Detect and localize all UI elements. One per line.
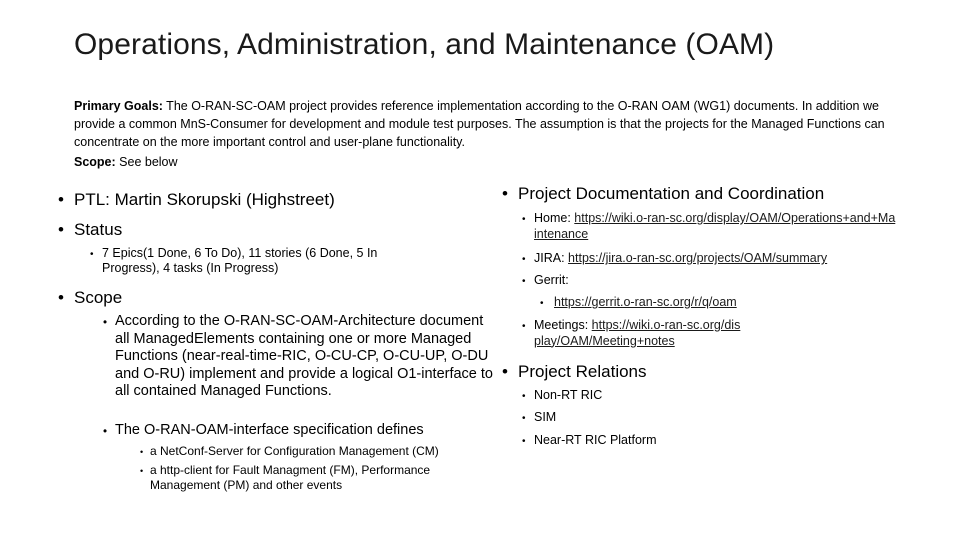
home-label: Home: [534, 211, 575, 225]
jira-link[interactable]: https://jira.o-ran-sc.org/projects/OAM/summary [568, 251, 828, 265]
relation-text: Near-RT RIC Platform [534, 433, 657, 447]
scope-line [74, 155, 178, 169]
scope-sub-netconf [140, 444, 490, 460]
bullet-icon: • [522, 391, 526, 402]
scope-label: Scope: [74, 155, 116, 169]
status-text: Status [74, 220, 123, 239]
gerrit-label: Gerrit: [534, 273, 569, 287]
meetings-line [534, 318, 747, 349]
bullet-icon: • [522, 321, 526, 332]
doc-heading-text: Project Documentation and Coordination [518, 184, 825, 203]
bullet-icon: • [502, 362, 508, 381]
bullet-icon: • [522, 436, 526, 447]
relations-heading-text: Project Relations [518, 362, 647, 381]
meetings-link[interactable]: https://wiki.o-ran-sc.org/display/OAM/Meeting+notes [534, 318, 741, 348]
home-item [522, 211, 897, 242]
scope-item [58, 288, 458, 308]
gerrit-item [522, 273, 922, 290]
scope-item-architecture [103, 313, 493, 401]
primary-goals-label: Primary Goals: [74, 99, 163, 113]
bullet-icon: • [140, 447, 144, 457]
bullet-icon: • [58, 220, 64, 239]
relation-item [522, 388, 822, 405]
scope-sub-http [140, 463, 490, 492]
home-line [534, 211, 897, 242]
bullet-icon: • [58, 190, 64, 209]
bullet-icon: • [502, 184, 508, 203]
primary-goals-text: The O-RAN-SC-OAM project provides reference implementation according to the O-RAN OAM (WG1) documents. In addition we provide a common MnS-Consumer for development and module test purposes. The assumption is that the projects for the Managed Functions can concentrate on the more important control and user-plane functionality. [74, 99, 885, 149]
meetings-label: Meetings: [534, 318, 592, 332]
status-detail-item [90, 246, 430, 276]
scope-heading-text: Scope [74, 288, 123, 307]
slide-title: Operations, Administration, and Maintenance (OAM) [74, 28, 775, 61]
relation-text: Non-RT RIC [534, 388, 603, 402]
bullet-icon: • [522, 413, 526, 424]
ptl-item [58, 190, 458, 210]
bullet-icon: • [103, 316, 108, 329]
doc-heading-item [502, 184, 922, 204]
ptl-text: PTL: Martin Skorupski (Highstreet) [74, 190, 335, 209]
status-item [58, 220, 458, 240]
scope-sub-netconf-text: a NetConf-Server for Configuration Management (CM) [150, 444, 439, 458]
meetings-item [522, 318, 747, 349]
scope-item-interface-text: The O-RAN-OAM-interface specification defines [115, 422, 424, 438]
bullet-icon: • [522, 254, 526, 265]
bullet-icon: • [522, 214, 526, 225]
scope-sub-http-text: a http-client for Fault Managment (FM), Performance Management (PM) and other events [150, 463, 431, 492]
bullet-icon: • [522, 276, 526, 287]
scope-item-architecture-text: According to the O-RAN-SC-OAM-Architecture document all ManagedElements containing one or more Managed Functions (near-real-time-RIC, O-CU-CP, O-CU-UP, O-DU and O-RU) implement and provide a logical O1-interface to all contained Managed Functions. [115, 313, 493, 399]
jira-label: JIRA: [534, 251, 569, 265]
bullet-icon: • [58, 288, 64, 307]
home-link[interactable]: https://wiki.o-ran-sc.org/display/OAM/Operations+and+Maintenance [534, 211, 896, 241]
bullet-icon: • [140, 466, 144, 476]
relation-item [522, 433, 822, 450]
scope-text: See below [115, 155, 178, 169]
relation-text: SIM [534, 410, 557, 424]
bullet-icon: • [90, 249, 94, 260]
bullet-icon: • [103, 425, 108, 438]
bullet-icon: • [540, 298, 544, 309]
relations-heading-item [502, 362, 922, 382]
jira-line [534, 251, 827, 267]
scope-item-interface [103, 422, 493, 441]
jira-item [522, 251, 922, 268]
primary-goals-paragraph [74, 97, 894, 151]
gerrit-url-item [540, 295, 920, 312]
status-detail-text: 7 Epics(1 Done, 6 To Do), 11 stories (6 Done, 5 In Progress), 4 tasks (In Progress) [102, 246, 378, 275]
relation-item [522, 410, 822, 427]
gerrit-link[interactable]: https://gerrit.o-ran-sc.org/r/q/oam [554, 295, 737, 309]
